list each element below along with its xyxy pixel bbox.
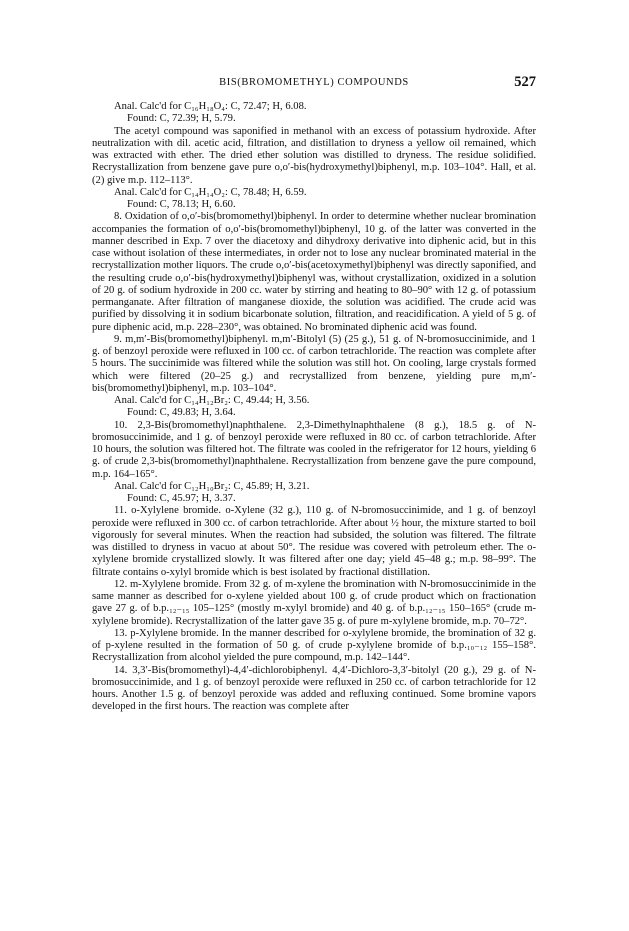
analysis-calc-line: Anal. Calc'd for C₁₆H₁₈O₄: C, 72.47; H, 6.08. xyxy=(114,101,307,112)
page-number: 527 xyxy=(514,74,536,90)
experiment-14-paragraph: 14. 3,3′-Bis(bromomethyl)-4,4′-dichlorobiphenyl. 4,4′-Dichloro-3,3′-bitolyl (20 g.), 29 g. of N-bromosuccinimide, and 1 g. of benzoyl peroxide were refluxed in 250 cc. of carbon tetrachloride for 12 hours. Another 1.5 g. of benzoyl peroxide was added and refluxing continued. Some bromine vapors developed in the first hours. The reaction was complete after xyxy=(92,664,536,713)
running-header xyxy=(92,74,536,92)
running-title: BIS(BROMOMETHYL) COMPOUNDS xyxy=(219,77,409,88)
analysis-calc-line: Anal. Calc'd for C₁₂H₁₀Br₂: C, 45.89; H, 3.21. xyxy=(114,480,310,492)
analysis-calc-line: Anal. Calc'd for C₁₄H₁₂Br₂: C, 49.44; H, 3.56. xyxy=(114,395,310,406)
experiment-10-paragraph: 10. 2,3-Bis(bromomethyl)naphthalene. 2,3-Dimethylnaphthalene (8 g.), 18.5 g. of N-bromosuccinimide, and 1 g. of benzoyl peroxide were refluxed in 80 cc. of carbon tetrachloride. After 10 hours, the solution was filtered hot. The filtrate was cooled in the refrigerator for 12 hours, yielding 6 g. of crude 2,3-bis(bromomethyl)naphthalene. Recrystallization from benzene gave the pure compound, m.p. 164–165°. xyxy=(92,419,536,480)
analysis-found-line: Found: C, 78.13; H, 6.60. xyxy=(127,199,236,210)
analysis-found-line: Found: C, 45.97; H, 3.37. xyxy=(127,493,236,504)
analysis-found-line: Found: C, 72.39; H, 5.79. xyxy=(127,113,236,125)
body-paragraph: The acetyl compound was saponified in methanol with an excess of potassium hydroxide. After neutralization with dil. acetic acid, filtration, and distillation to dryness a yellow oil remained, which was extracted with ether. The dried ether solution was distilled to dryness. The residue solidified. Recrystallization from benzene gave pure o,o′-bis(hydroxymethyl)biphenyl, m.p. 103–104°. Hall, et al. (2) give m.p. 112–113°. xyxy=(92,125,536,186)
experiment-8-paragraph: 8. Oxidation of o,o′-bis(bromomethyl)biphenyl. In order to determine whether nuclear bromination accompanies the formation of o,o′-bis(bromomethyl)biphenyl, 10 g. of the latter was converted in the manner described in Exp. 7 over the diacetoxy and dihydroxy derivative into diphenic acid, but in this case without isolation of these intermediates, in order not to lose any nuclear brominated material in the recrystallization mother liquors. The crude o,o′-bis(acetoxymethyl)biphenyl was directly saponified, and the resulting crude o,o′-bis(hydroxymethyl)biphenyl was, without crystallization, oxidized in a solution of 20 g. of sodium hydroxide in 200 cc. water by stirring and heating to 80–90° with 12 g. of potassium permanganate. After filtration of manganese dioxide, the solution was acidified. The crude acid was purified by dissolving it in sodium bicarbonate solution, filtration, and reacidification. A yield of 5 g. of pure diphenic acid, m.p. 228–230°, was obtained. No brominated diphenic acid was found. xyxy=(92,211,536,333)
experiment-9-paragraph: 9. m,m′-Bis(bromomethyl)biphenyl. m,m′-Bitolyl (5) (25 g.), 51 g. of N-bromosuccinimide, and 1 g. of benzoyl peroxide were refluxed in 100 cc. of carbon tetrachloride. The reaction was complete after 5 hours. The succinimide was filtered while the solution was still hot. On cooling, large crystals formed which were filtered (20–25 g.) and recrystallized from benzene, yielding pure m,m′-bis(bromomethyl)biphenyl, m.p. 103–104°. xyxy=(92,333,536,394)
article-body xyxy=(92,101,536,714)
experiment-11-paragraph: 11. o-Xylylene bromide. o-Xylene (32 g.), 110 g. of N-bromosuccinimide, and 1 g. of benzoyl peroxide were refluxed in 300 cc. of carbon tetrachloride. After about ½ hour, the mixture started to boil vigorously for several minutes. When the reaction had subsided, the solution was filtered. The filtrate was distilled to dryness in vacuo at about 50°. The residue was covered with petroleum ether. The o-xylylene bromide crystallized slowly. It was filtered after one day; yield 45–48 g.; m.p. 98–99°. The filtrate contains o-xylyl bromide which is best isolated by fractional distillation. xyxy=(92,505,536,578)
analysis-found-line: Found: C, 49.83; H, 3.64. xyxy=(127,407,236,419)
analysis-calc-line: Anal. Calc'd for C₁₄H₁₄O₂: C, 78.48; H, 6.59. xyxy=(114,186,307,198)
experiment-12-paragraph: 12. m-Xylylene bromide. From 32 g. of m-xylene the bromination with N-bromosuccinimide in the same manner as described for o-xylene yielded about 100 g. of crude product which on fractionation gave 27 g. of b.p.₁₂₋₁₅ 105–125° (mostly m-xylyl bromide) and 40 g. of b.p.₁₂₋₁₅ 150–165° (crude m-xylylene bromide). Recrystallization of the latter gave 35 g. of pure m-xylylene bromide, m.p. 70–72°. xyxy=(92,578,536,627)
experiment-13-paragraph: 13. p-Xylylene bromide. In the manner described for o-xylylene bromide, the bromination of 32 g. of p-xylene resulted in the formation of 50 g. of crude p-xylylene bromide of b.p.₁₀₋₁₂ 155–158°. Recrystallization from alcohol yielded the pure compound, m.p. 142–144°. xyxy=(92,627,536,664)
